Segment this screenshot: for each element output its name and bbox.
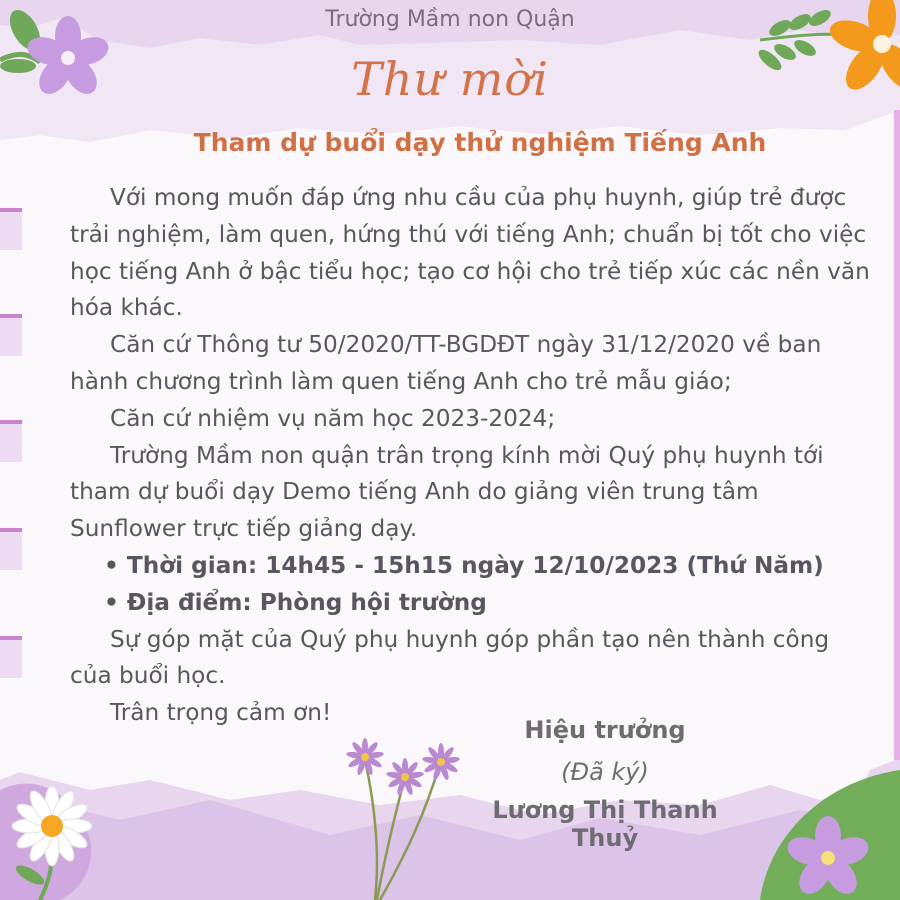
thanks-line: Trân trọng cảm ơn! [110,699,332,727]
paragraph-circular: Căn cứ Thông tư 50/2020/TT-BGDĐT ngày 31/12/2020 về ban hành chương trình làm quen tiếng Anh cho trẻ mẫu giáo; [70,331,822,395]
letter-body [70,180,870,732]
paragraph-school-year: Căn cứ nhiệm vụ năm học 2023-2024; [110,404,556,432]
bullet-location: • Địa điểm: Phòng hội trường [104,588,487,616]
paragraph-closing: Sự góp mặt của Quý phụ huynh góp phần tạo nên thành công của buổi học. [70,625,830,690]
wildflower-sprig-icon [335,735,475,900]
signature-status: (Đã ký) [561,758,649,786]
bullet-time: • Thời gian: 14h45 - 15h15 ngày 12/10/2023 (Thứ Năm) [104,551,824,579]
signature-role: Hiệu trưởng [524,716,686,744]
school-name: Trường Mầm non Quận [325,7,575,32]
invitation-subtitle: Tham dự buổi dạy thử nghiệm Tiếng Anh [193,128,767,157]
paragraph-invitation: Trường Mầm non quận trân trọng kính mời Quý phụ huynh tới tham dự buổi dạy Demo tiếng Anh do giảng viên trung tâm Sunflower trực tiếp giảng dạy. [70,441,824,543]
signature-name: Lương Thị Thanh Thuỷ [492,796,718,852]
daisy-icon [0,770,120,900]
invitation-title: Thư mời [351,52,549,106]
green-leaf-icon [780,810,900,900]
paragraph-purpose: Với mong muốn đáp ứng nhu cầu của phụ huynh, giúp trẻ được trải nghiệm, làm quen, hứng thú với tiếng Anh; chuẩn bị tốt cho việc học tiếng Anh ở bậc tiểu học; tạo cơ hội cho trẻ tiếp xúc các nền văn hóa khác. [70,184,870,322]
